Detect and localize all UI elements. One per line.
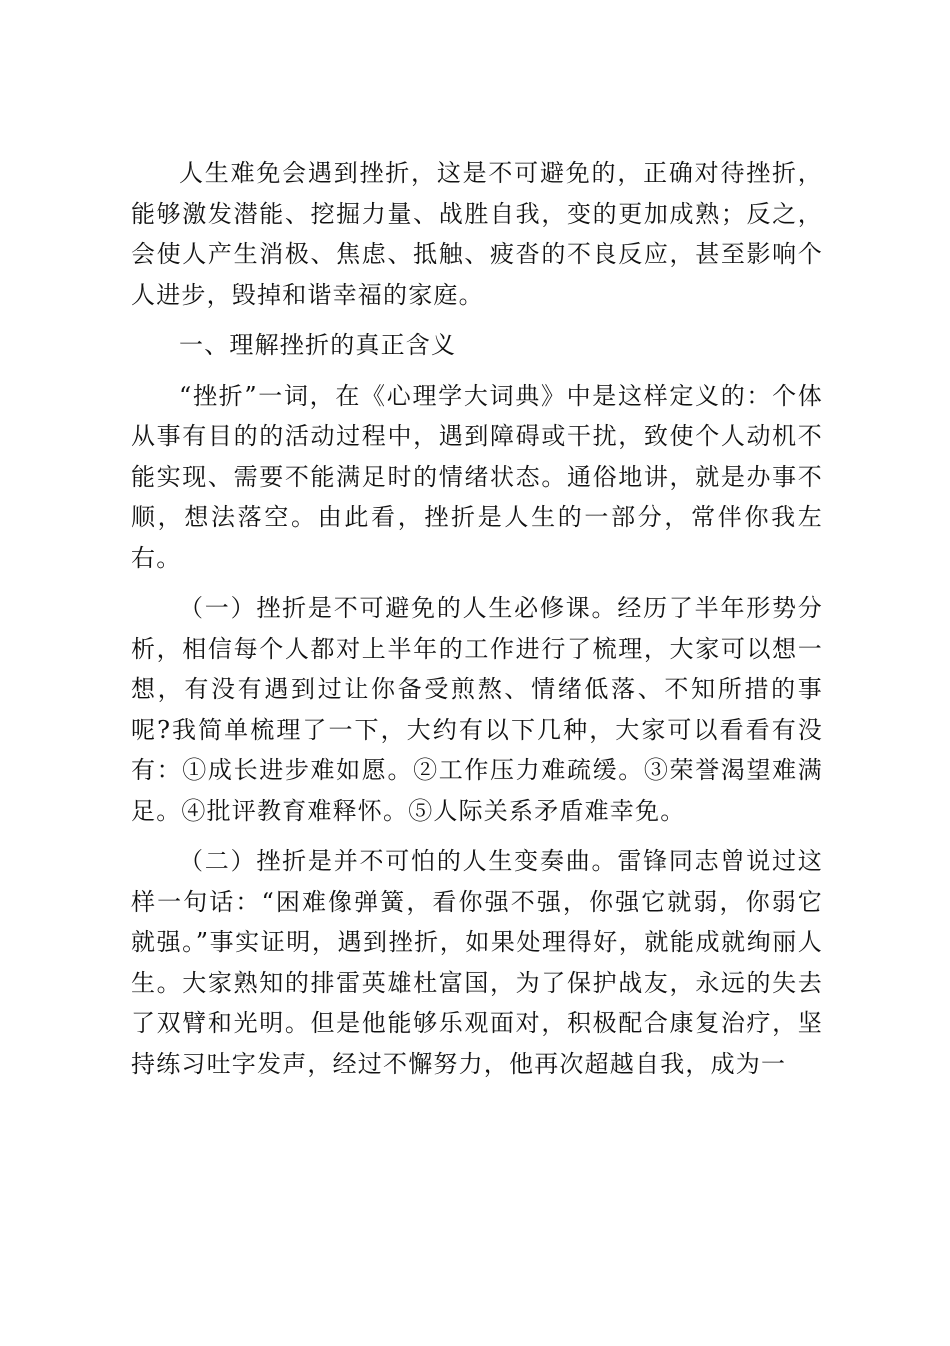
subsection-one-paragraph: （一）挫折是不可避免的人生必修课。经历了半年形势分析，相信每个人都对上半年的工作进行了梳理，大家可以想一想，有没有遇到过让你备受煎熬、情绪低落、不知所措的事呢?我简单梳理了一下，大约有以下几种，大家可以看看有没有：①成长进步难如愿。②工作压力难疏缓。③荣誉渴望难满足。④批评教育难释怀。⑤人际关系矛盾难幸免。 [131, 594, 823, 825]
section-heading: 一、理解挫折的真正含义 [179, 331, 457, 359]
subsection-two-paragraph: （二）挫折是并不可怕的人生变奏曲。雷锋同志曾说过这样一句话：“困难像弹簧，看你强不强，你强它就弱，你弱它就强。”事实证明，遇到挫折，如果处理得好，就能成就绚丽人生。大家熟知的排雷英雄杜富国，为了保护战友，永远的失去了双臂和光明。但是他能够乐观面对，积极配合康复治疗，坚持练习吐字发声，经过不懈努力，他再次超越自我，成为一 [131, 847, 823, 1078]
definition-paragraph: “挫折”一词，在《心理学大词典》中是这样定义的：个体从事有目的的活动过程中，遇到障碍或干扰，致使个人动机不能实现、需要不能满足时的情绪状态。通俗地讲，就是办事不顺，想法落空。由此看，挫折是人生的一部分，常伴你我左右。 [131, 381, 823, 572]
document-body [131, 153, 823, 1094]
intro-paragraph: 人生难免会遇到挫折，这是不可避免的，正确对待挫折，能够激发潜能、挖掘力量、战胜自我，变的更加成熟；反之，会使人产生消极、焦虑、抵触、疲沓的不良反应，甚至影响个人进步，毁掉和谐幸福的家庭。 [131, 159, 823, 309]
